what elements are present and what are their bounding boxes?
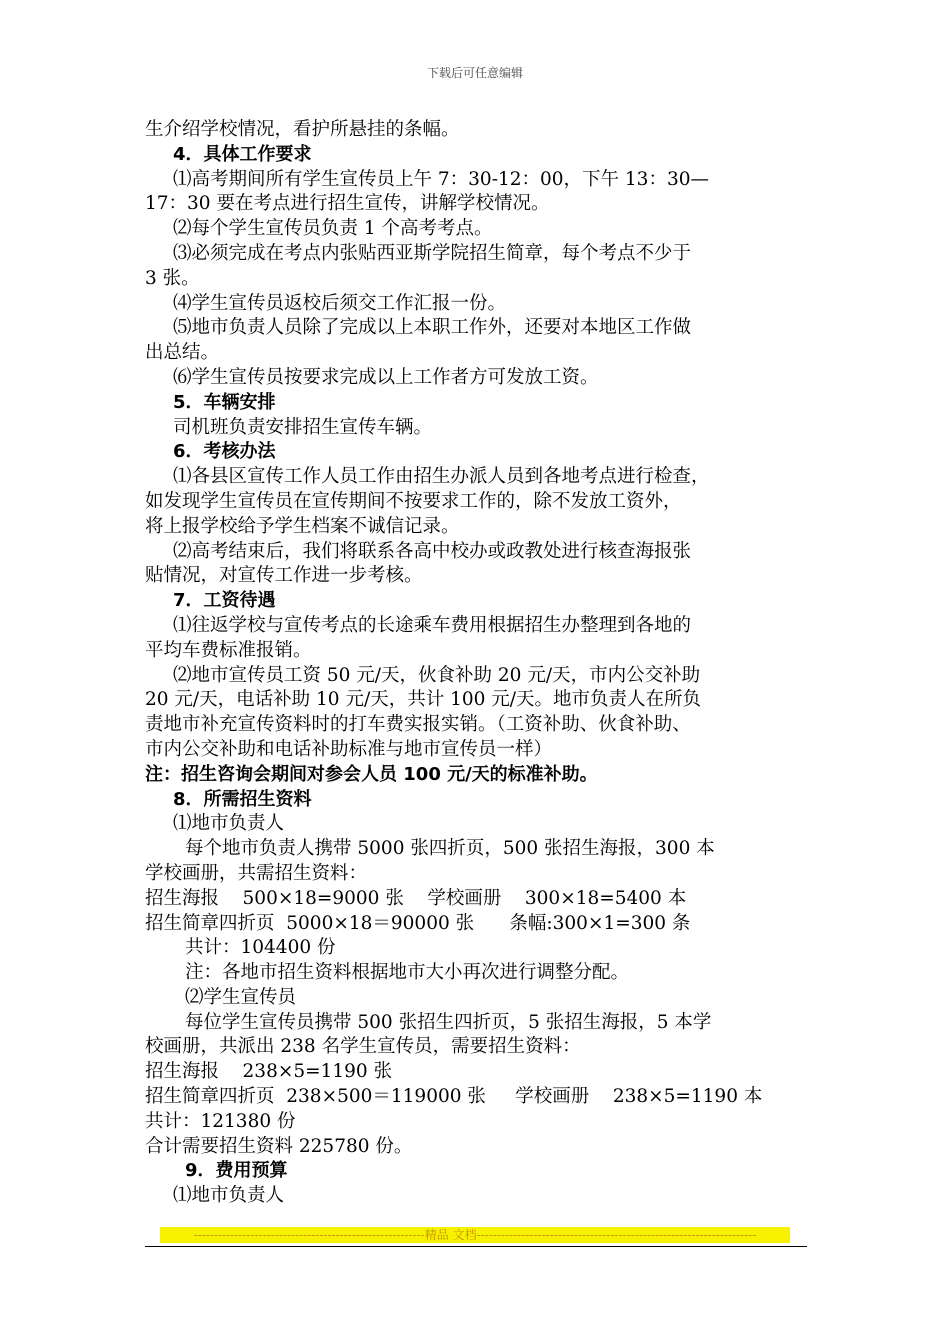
text-line: 共计：104400 份 — [185, 937, 336, 959]
document-body — [145, 118, 810, 1209]
text-line: 共计：121380 份 — [145, 1110, 296, 1132]
text-line: 如发现学生宣传员在宣传期间不按要求工作的，除不发放工资外， — [145, 490, 682, 512]
section-heading: 5．车辆安排 — [173, 391, 276, 413]
page-header: 下载后可任意编辑 — [426, 66, 523, 80]
text-line: 司机班负责安排招生宣传车辆。 — [173, 416, 433, 438]
text-line: ⑴各县区宣传工作人员工作由招生办派人员到各地考点进行检查， — [173, 466, 710, 488]
text-line: 合计需要招生资料 225780 份。 — [145, 1135, 413, 1157]
text-line: 每个地市负责人携带 5000 张四折页，500 张招生海报，300 本 — [185, 838, 715, 860]
text-line: 责地市补充宣传资料时的打车费实报实销。（工资补助、伙食补助、 — [145, 714, 691, 736]
text-line: ⑵学生宣传员 — [185, 986, 297, 1008]
text-line: 出总结。 — [145, 342, 220, 364]
text-line: 贴情况，对宣传工作进一步考核。 — [145, 565, 423, 587]
text-line: 20 元/天，电话补助 10 元/天，共计 100 元/天。地市负责人在所负 — [145, 689, 701, 711]
section-heading: 注：招生咨询会期间对参会人员 100 元/天的标准补助。 — [145, 763, 598, 785]
text-line: ⑵地市宣传员工资 50 元/天，伙食补助 20 元/天，市内公交补助 — [173, 664, 701, 686]
text-line: ⑴地市负责人 — [173, 1185, 285, 1207]
text-line: 市内公交补助和电话补助标准与地市宣传员一样） — [145, 738, 553, 760]
text-line: ⑷学生宣传员返校后须交工作汇报一份。 — [173, 292, 507, 314]
text-line: 3 张。 — [145, 267, 200, 289]
text-line: 招生海报 238×5=1190 张 — [145, 1061, 393, 1083]
text-line: 每位学生宣传员携带 500 张招生四折页，5 张招生海报，5 本学 — [185, 1011, 712, 1033]
text-line: ⑵高考结束后，我们将联系各高中校办或政教处进行核查海报张 — [173, 540, 692, 562]
text-line: 生介绍学校情况，看护所悬挂的条幅。 — [145, 119, 460, 140]
text-line: 平均车费标准报销。 — [145, 639, 312, 661]
text-line: ⑴地市负责人 — [173, 813, 285, 835]
text-line: 17：30 要在考点进行招生宣传，讲解学校情况。 — [145, 193, 550, 215]
section-heading: 4．具体工作要求 — [173, 143, 312, 165]
section-heading: 6．考核办法 — [173, 441, 276, 463]
text-line: 招生简章四折页 5000×18＝90000 张 条幅:300×1=300 条 — [145, 912, 691, 934]
text-line: 将上报学校给予学生档案不诚信记录。 — [145, 515, 460, 537]
text-line: ⑴高考期间所有学生宣传员上午 7：30-12：00，下午 13：30— — [173, 168, 709, 190]
text-line: ⑵每个学生宣传员负责 1 个高考考点。 — [173, 218, 493, 240]
text-line: ⑸地市负责人员除了完成以上本职工作外，还要对本地区工作做 — [173, 317, 692, 339]
text-line: 招生海报 500×18=9000 张 学校画册 300×18=5400 本 — [145, 887, 687, 909]
text-line: ⑶必须完成在考点内张贴西亚斯学院招生简章，每个考点不少于 — [173, 242, 692, 264]
page-footer-watermark: ---------------------------------------------------------精品 文档--------------------------------------------------------------------- — [160, 1227, 790, 1243]
section-heading: 8．所需招生资料 — [173, 788, 312, 810]
text-line: 学校画册，共需招生资料： — [145, 862, 368, 884]
section-heading: 7．工资待遇 — [173, 590, 276, 612]
text-line: ⑴往返学校与宣传考点的长途乘车费用根据招生办整理到各地的 — [173, 614, 692, 636]
text-line: 校画册，共派出 238 名学生宣传员，需要招生资料： — [145, 1036, 581, 1058]
text-line: 注：各地市招生资料根据地市大小再次进行调整分配。 — [185, 962, 630, 984]
footer-rule — [145, 1246, 807, 1247]
text-line: ⑹学生宣传员按要求完成以上工作者方可发放工资。 — [173, 366, 599, 388]
text-line: 招生简章四折页 238×500＝119000 张 学校画册 238×5=1190 本 — [145, 1086, 763, 1108]
section-heading: 9．费用预算 — [185, 1160, 288, 1182]
